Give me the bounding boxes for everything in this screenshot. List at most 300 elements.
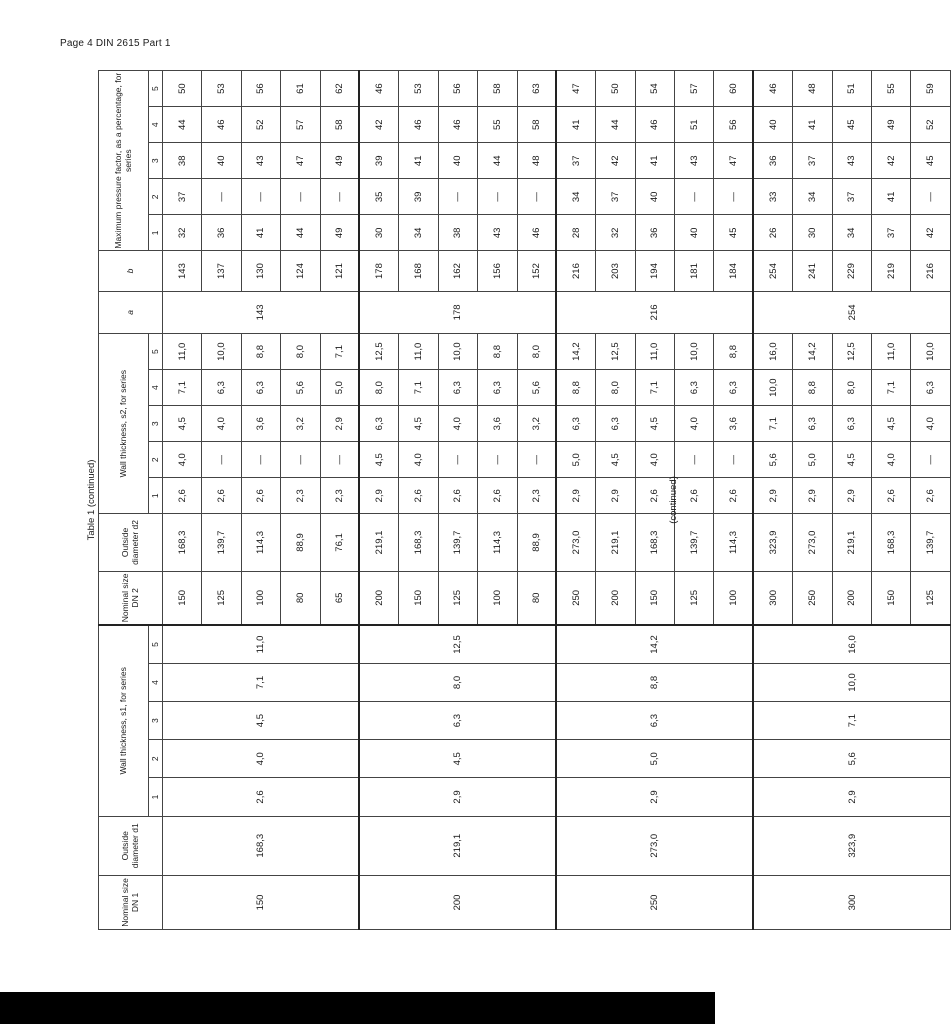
b-value-cell: 184: [714, 251, 753, 291]
wall-thickness-2-cell: 5,6: [517, 370, 556, 406]
pressure-factor-cell: —: [675, 179, 714, 215]
wall-thickness-1-cell: 2,9: [359, 778, 556, 816]
nominal-size-2-cell: 200: [596, 571, 635, 625]
pressure-factor-cell: 47: [714, 143, 753, 179]
wall-thickness-2-cell: 6,3: [556, 406, 595, 442]
wall-thickness-2-cell: 4,0: [202, 406, 241, 442]
series-label: 4: [149, 370, 163, 406]
wall-thickness-2-cell: 12,5: [596, 334, 635, 370]
pressure-factor-cell: 38: [438, 215, 477, 251]
pressure-factor-cell: 58: [320, 107, 359, 143]
pressure-factor-cell: 56: [241, 71, 280, 107]
a-value-cell: 178: [359, 291, 556, 333]
pressure-factor-cell: 38: [163, 143, 202, 179]
wall-thickness-2-cell: 2,3: [517, 478, 556, 514]
b-value-cell: 152: [517, 251, 556, 291]
pressure-factor-cell: 46: [399, 107, 438, 143]
pressure-factor-cell: 54: [635, 71, 674, 107]
wall-thickness-2-cell: 11,0: [872, 334, 911, 370]
wall-thickness-2-cell: —: [320, 442, 359, 478]
pressure-factor-cell: 43: [241, 143, 280, 179]
b-value-cell: 137: [202, 251, 241, 291]
outside-diameter-2-cell: 219,1: [359, 514, 398, 571]
outside-diameter-2-cell: 139,7: [438, 514, 477, 571]
pressure-factor-cell: 41: [556, 107, 595, 143]
wall-thickness-2-cell: 10,0: [438, 334, 477, 370]
nominal-size-2-cell: 250: [556, 571, 595, 625]
wall-thickness-2-cell: 2,6: [911, 478, 950, 514]
nominal-size-2-cell: 125: [202, 571, 241, 625]
a-value-cell: 216: [556, 291, 753, 333]
pressure-factor-cell: 34: [556, 179, 595, 215]
wall-thickness-2-cell: 8,0: [281, 334, 320, 370]
pressure-factor-cell: 53: [202, 71, 241, 107]
wall-thickness-2-cell: 8,0: [359, 370, 398, 406]
pressure-factor-cell: 59: [911, 71, 950, 107]
outside-diameter-2-cell: 219,1: [596, 514, 635, 571]
series-label: 1: [149, 778, 163, 816]
pressure-factor-cell: 50: [596, 71, 635, 107]
pressure-factor-cell: —: [438, 179, 477, 215]
b-value-cell: 203: [596, 251, 635, 291]
nominal-size-2-cell: 150: [872, 571, 911, 625]
wall-thickness-2-cell: 2,9: [320, 406, 359, 442]
wall-thickness-2-cell: 5,6: [753, 442, 792, 478]
table-row: [556, 71, 595, 930]
wall-thickness-1-cell: 8,0: [359, 663, 556, 701]
pressure-factor-cell: 45: [714, 215, 753, 251]
pressure-factor-cell: 52: [241, 107, 280, 143]
nominal-size-2-cell: 100: [478, 571, 517, 625]
pressure-factor-cell: 48: [793, 71, 832, 107]
wall-thickness-2-cell: 4,5: [596, 442, 635, 478]
wall-thickness-2-cell: —: [714, 442, 753, 478]
outside-diameter-1-cell: 323,9: [753, 816, 950, 875]
pressure-factor-cell: 57: [675, 71, 714, 107]
wall-thickness-2-cell: 6,3: [359, 406, 398, 442]
wall-thickness-2-cell: 5,6: [281, 370, 320, 406]
wall-thickness-2-cell: —: [438, 442, 477, 478]
a-value-cell: 254: [753, 291, 950, 333]
wall-thickness-2-cell: 4,0: [635, 442, 674, 478]
wall-thickness-2-cell: 2,9: [753, 478, 792, 514]
outside-diameter-2-cell: 273,0: [556, 514, 595, 571]
b-value-cell: 156: [478, 251, 517, 291]
wall-thickness-2-cell: —: [911, 442, 950, 478]
pressure-factor-cell: 42: [911, 215, 950, 251]
nominal-size-2-cell: 200: [832, 571, 871, 625]
pressure-factor-cell: 37: [793, 143, 832, 179]
header-nominal-size-1: Nominal size DN 1: [99, 875, 163, 929]
nominal-size-2-cell: 125: [911, 571, 950, 625]
nominal-size-2-cell: 200: [359, 571, 398, 625]
wall-thickness-2-cell: 4,5: [399, 406, 438, 442]
pressure-factor-cell: 34: [793, 179, 832, 215]
wall-thickness-2-cell: 6,3: [793, 406, 832, 442]
pressure-factor-cell: —: [517, 179, 556, 215]
wall-thickness-2-cell: 6,3: [202, 370, 241, 406]
wall-thickness-2-cell: 6,3: [241, 370, 280, 406]
wall-thickness-2-cell: —: [202, 442, 241, 478]
wall-thickness-2-cell: 2,6: [202, 478, 241, 514]
pressure-factor-cell: 37: [163, 179, 202, 215]
wall-thickness-2-cell: 2,9: [832, 478, 871, 514]
pressure-factor-cell: 61: [281, 71, 320, 107]
wall-thickness-2-cell: 6,3: [911, 370, 950, 406]
table-title: Table 1 (continued): [86, 459, 97, 541]
wall-thickness-2-cell: 7,1: [753, 406, 792, 442]
table-row: [163, 71, 202, 930]
wall-thickness-2-cell: 2,6: [438, 478, 477, 514]
wall-thickness-2-cell: 2,9: [359, 478, 398, 514]
wall-thickness-2-cell: 2,6: [714, 478, 753, 514]
pressure-factor-cell: 55: [478, 107, 517, 143]
b-value-cell: 229: [832, 251, 871, 291]
wall-thickness-1-cell: 12,5: [359, 625, 556, 663]
nominal-size-2-cell: 80: [281, 571, 320, 625]
pressure-factor-cell: 51: [832, 71, 871, 107]
wall-thickness-1-cell: 5,6: [753, 740, 950, 778]
pressure-factor-cell: 42: [359, 107, 398, 143]
pressure-factor-cell: —: [320, 179, 359, 215]
wall-thickness-2-cell: 8,8: [714, 334, 753, 370]
pressure-factor-cell: 42: [872, 143, 911, 179]
wall-thickness-2-cell: 8,0: [517, 334, 556, 370]
header-outside-diameter-2: Outside diameter d2: [99, 514, 163, 571]
pressure-factor-cell: 56: [438, 71, 477, 107]
continued-note: (continued): [668, 476, 679, 524]
header-outside-diameter-1: Outside diameter d1: [99, 816, 163, 875]
wall-thickness-2-cell: 7,1: [399, 370, 438, 406]
pressure-factor-cell: 43: [675, 143, 714, 179]
wall-thickness-1-cell: 16,0: [753, 625, 950, 663]
wall-thickness-2-cell: 2,6: [241, 478, 280, 514]
wall-thickness-1-cell: 4,5: [359, 740, 556, 778]
b-value-cell: 130: [241, 251, 280, 291]
wall-thickness-2-cell: 8,0: [596, 370, 635, 406]
wall-thickness-2-cell: 7,1: [163, 370, 202, 406]
pressure-factor-cell: 58: [517, 107, 556, 143]
header-nominal-size-2: Nominal size DN 2: [99, 571, 163, 625]
pressure-factor-cell: 45: [911, 143, 950, 179]
pressure-factor-cell: 47: [556, 71, 595, 107]
wall-thickness-2-cell: 3,6: [241, 406, 280, 442]
series-label: 1: [149, 215, 163, 251]
wall-thickness-1-cell: 6,3: [556, 702, 753, 740]
page-header: Page 4 DIN 2615 Part 1: [60, 38, 171, 49]
series-label: 2: [149, 740, 163, 778]
pressure-factor-cell: 26: [753, 215, 792, 251]
wall-thickness-2-cell: 8,8: [241, 334, 280, 370]
nominal-size-2-cell: 150: [399, 571, 438, 625]
wall-thickness-1-cell: 10,0: [753, 663, 950, 701]
pressure-factor-cell: 37: [872, 215, 911, 251]
pressure-factor-cell: 46: [635, 107, 674, 143]
series-label: 5: [149, 334, 163, 370]
nominal-size-2-cell: 250: [793, 571, 832, 625]
wall-thickness-2-cell: —: [517, 442, 556, 478]
pressure-factor-cell: 32: [163, 215, 202, 251]
nominal-size-2-cell: 150: [635, 571, 674, 625]
pressure-factor-cell: —: [241, 179, 280, 215]
wall-thickness-2-cell: 11,0: [163, 334, 202, 370]
pressure-factor-cell: 49: [320, 143, 359, 179]
wall-thickness-2-cell: 12,5: [359, 334, 398, 370]
wall-thickness-2-cell: 14,2: [556, 334, 595, 370]
wall-thickness-2-cell: 2,6: [872, 478, 911, 514]
header-wall-thickness-2: Wall thickness, s2, for series: [99, 334, 149, 514]
series-label: 5: [149, 71, 163, 107]
wall-thickness-2-cell: 3,6: [714, 406, 753, 442]
pressure-factor-cell: 36: [753, 143, 792, 179]
header-a: a: [99, 291, 163, 333]
pressure-factor-cell: 44: [163, 107, 202, 143]
wall-thickness-1-cell: 7,1: [163, 663, 360, 701]
pressure-factor-cell: 58: [478, 71, 517, 107]
pressure-factor-cell: 28: [556, 215, 595, 251]
wall-thickness-1-cell: 7,1: [753, 702, 950, 740]
wall-thickness-2-cell: 4,0: [675, 406, 714, 442]
pressure-factor-cell: 49: [872, 107, 911, 143]
wall-thickness-2-cell: 4,5: [163, 406, 202, 442]
pressure-factor-cell: 34: [399, 215, 438, 251]
b-value-cell: 143: [163, 251, 202, 291]
wall-thickness-1-cell: 5,0: [556, 740, 753, 778]
series-label: 3: [149, 143, 163, 179]
pressure-factor-cell: 37: [832, 179, 871, 215]
b-value-cell: 216: [556, 251, 595, 291]
wall-thickness-2-cell: 14,2: [793, 334, 832, 370]
pressure-factor-cell: 40: [438, 143, 477, 179]
wall-thickness-1-cell: 2,6: [163, 778, 360, 816]
pressure-factor-cell: 40: [202, 143, 241, 179]
outside-diameter-2-cell: 168,3: [872, 514, 911, 571]
pressure-factor-cell: 46: [753, 71, 792, 107]
table-row: [359, 71, 398, 930]
header-wall-thickness-1: Wall thickness, s1, for series: [99, 625, 149, 816]
pressure-factor-cell: 63: [517, 71, 556, 107]
pressure-factor-cell: 43: [478, 215, 517, 251]
nominal-size-2-cell: 100: [241, 571, 280, 625]
wall-thickness-2-cell: 7,1: [320, 334, 359, 370]
pressure-factor-cell: 44: [281, 215, 320, 251]
wall-thickness-2-cell: 5,0: [320, 370, 359, 406]
wall-thickness-2-cell: 2,3: [281, 478, 320, 514]
wall-thickness-2-cell: 2,3: [320, 478, 359, 514]
wall-thickness-2-cell: 16,0: [753, 334, 792, 370]
series-label: 4: [149, 107, 163, 143]
wall-thickness-2-cell: 3,2: [517, 406, 556, 442]
pressure-factor-cell: —: [911, 179, 950, 215]
header-b: b: [99, 251, 163, 291]
wall-thickness-2-cell: 6,3: [832, 406, 871, 442]
pressure-factor-cell: 41: [872, 179, 911, 215]
outside-diameter-2-cell: 114,3: [714, 514, 753, 571]
outside-diameter-2-cell: 88,9: [281, 514, 320, 571]
b-value-cell: 219: [872, 251, 911, 291]
outside-diameter-2-cell: 76,1: [320, 514, 359, 571]
wall-thickness-2-cell: 2,6: [675, 478, 714, 514]
wall-thickness-2-cell: 2,9: [596, 478, 635, 514]
pressure-factor-cell: 51: [675, 107, 714, 143]
wall-thickness-2-cell: 10,0: [753, 370, 792, 406]
outside-diameter-2-cell: 273,0: [793, 514, 832, 571]
pressure-factor-cell: 30: [359, 215, 398, 251]
series-label: 4: [149, 663, 163, 701]
table-body: [163, 71, 951, 930]
pressure-factor-cell: 40: [635, 179, 674, 215]
dimensions-table: [98, 70, 951, 930]
wall-thickness-2-cell: 6,3: [596, 406, 635, 442]
pressure-factor-cell: 39: [399, 179, 438, 215]
series-label: 1: [149, 478, 163, 514]
pressure-factor-cell: 32: [596, 215, 635, 251]
wall-thickness-2-cell: 8,8: [556, 370, 595, 406]
pressure-factor-cell: 62: [320, 71, 359, 107]
wall-thickness-2-cell: 6,3: [438, 370, 477, 406]
wall-thickness-1-cell: 6,3: [359, 702, 556, 740]
pressure-factor-cell: 60: [714, 71, 753, 107]
wall-thickness-1-cell: 2,9: [556, 778, 753, 816]
wall-thickness-1-cell: 4,5: [163, 702, 360, 740]
pressure-factor-cell: 46: [517, 215, 556, 251]
outside-diameter-2-cell: 219,1: [832, 514, 871, 571]
b-value-cell: 162: [438, 251, 477, 291]
pressure-factor-cell: 50: [163, 71, 202, 107]
series-label: 5: [149, 625, 163, 663]
pressure-factor-cell: 56: [714, 107, 753, 143]
pressure-factor-cell: 45: [832, 107, 871, 143]
b-value-cell: 121: [320, 251, 359, 291]
wall-thickness-1-cell: 4,0: [163, 740, 360, 778]
pressure-factor-cell: —: [478, 179, 517, 215]
outside-diameter-2-cell: 323,9: [753, 514, 792, 571]
outside-diameter-1-cell: 219,1: [359, 816, 556, 875]
table-row: [753, 71, 792, 930]
wall-thickness-2-cell: —: [478, 442, 517, 478]
wall-thickness-2-cell: 11,0: [635, 334, 674, 370]
wall-thickness-2-cell: 4,5: [359, 442, 398, 478]
wall-thickness-2-cell: 8,8: [793, 370, 832, 406]
wall-thickness-2-cell: 4,0: [872, 442, 911, 478]
pressure-factor-cell: 34: [832, 215, 871, 251]
wall-thickness-2-cell: 4,0: [911, 406, 950, 442]
wall-thickness-1-cell: 2,9: [753, 778, 950, 816]
wall-thickness-2-cell: 10,0: [675, 334, 714, 370]
wall-thickness-2-cell: 6,3: [714, 370, 753, 406]
wall-thickness-2-cell: 2,6: [399, 478, 438, 514]
wall-thickness-2-cell: 2,6: [163, 478, 202, 514]
wall-thickness-2-cell: 4,0: [399, 442, 438, 478]
series-label: 2: [149, 179, 163, 215]
outside-diameter-2-cell: 168,3: [635, 514, 674, 571]
a-value-cell: 143: [163, 291, 360, 333]
pressure-factor-cell: 55: [872, 71, 911, 107]
nominal-size-2-cell: 80: [517, 571, 556, 625]
pressure-factor-cell: 39: [359, 143, 398, 179]
wall-thickness-1-cell: 11,0: [163, 625, 360, 663]
wall-thickness-2-cell: 6,3: [675, 370, 714, 406]
pressure-factor-cell: 36: [635, 215, 674, 251]
pressure-factor-cell: 46: [202, 107, 241, 143]
pressure-factor-cell: 46: [359, 71, 398, 107]
pressure-factor-cell: 44: [596, 107, 635, 143]
series-label: 3: [149, 702, 163, 740]
wall-thickness-2-cell: 12,5: [832, 334, 871, 370]
wall-thickness-1-cell: 14,2: [556, 625, 753, 663]
outside-diameter-2-cell: 114,3: [241, 514, 280, 571]
outside-diameter-2-cell: 168,3: [163, 514, 202, 571]
b-value-cell: 124: [281, 251, 320, 291]
wall-thickness-2-cell: 3,6: [478, 406, 517, 442]
pressure-factor-cell: 42: [596, 143, 635, 179]
pressure-factor-cell: 37: [556, 143, 595, 179]
pressure-factor-cell: 41: [241, 215, 280, 251]
pressure-factor-cell: 57: [281, 107, 320, 143]
nominal-size-1-cell: 250: [556, 875, 753, 929]
pressure-factor-cell: 41: [635, 143, 674, 179]
wall-thickness-2-cell: 11,0: [399, 334, 438, 370]
outside-diameter-2-cell: 139,7: [675, 514, 714, 571]
pressure-factor-cell: 48: [517, 143, 556, 179]
wall-thickness-2-cell: —: [281, 442, 320, 478]
b-value-cell: 178: [359, 251, 398, 291]
wall-thickness-2-cell: 7,1: [635, 370, 674, 406]
outside-diameter-2-cell: 139,7: [911, 514, 950, 571]
pressure-factor-cell: —: [714, 179, 753, 215]
pressure-factor-cell: 41: [399, 143, 438, 179]
header-pressure-factor: Maximum pressure factor, as a percentage, for series: [99, 71, 149, 251]
wall-thickness-2-cell: 10,0: [911, 334, 950, 370]
pressure-factor-cell: 40: [753, 107, 792, 143]
pressure-factor-cell: 37: [596, 179, 635, 215]
pressure-factor-cell: —: [281, 179, 320, 215]
pressure-factor-cell: 53: [399, 71, 438, 107]
pressure-factor-cell: 35: [359, 179, 398, 215]
series-label: 3: [149, 406, 163, 442]
scan-edge-bar: [0, 992, 715, 1024]
nominal-size-2-cell: 65: [320, 571, 359, 625]
b-value-cell: 241: [793, 251, 832, 291]
wall-thickness-2-cell: 4,5: [872, 406, 911, 442]
wall-thickness-2-cell: 4,0: [438, 406, 477, 442]
nominal-size-2-cell: 125: [675, 571, 714, 625]
wall-thickness-2-cell: —: [241, 442, 280, 478]
pressure-factor-cell: 47: [281, 143, 320, 179]
b-value-cell: 254: [753, 251, 792, 291]
outside-diameter-2-cell: 139,7: [202, 514, 241, 571]
nominal-size-1-cell: 150: [163, 875, 360, 929]
nominal-size-2-cell: 125: [438, 571, 477, 625]
pressure-factor-cell: 49: [320, 215, 359, 251]
outside-diameter-2-cell: 88,9: [517, 514, 556, 571]
wall-thickness-2-cell: 4,5: [635, 406, 674, 442]
wall-thickness-2-cell: 4,0: [163, 442, 202, 478]
pressure-factor-cell: 52: [911, 107, 950, 143]
wall-thickness-2-cell: 8,0: [832, 370, 871, 406]
nominal-size-2-cell: 150: [163, 571, 202, 625]
outside-diameter-2-cell: 168,3: [399, 514, 438, 571]
wall-thickness-2-cell: 4,5: [832, 442, 871, 478]
nominal-size-1-cell: 200: [359, 875, 556, 929]
pressure-factor-cell: —: [202, 179, 241, 215]
pressure-factor-cell: 44: [478, 143, 517, 179]
pressure-factor-cell: 33: [753, 179, 792, 215]
nominal-size-2-cell: 100: [714, 571, 753, 625]
b-value-cell: 216: [911, 251, 950, 291]
wall-thickness-2-cell: 2,9: [793, 478, 832, 514]
b-value-cell: 181: [675, 251, 714, 291]
